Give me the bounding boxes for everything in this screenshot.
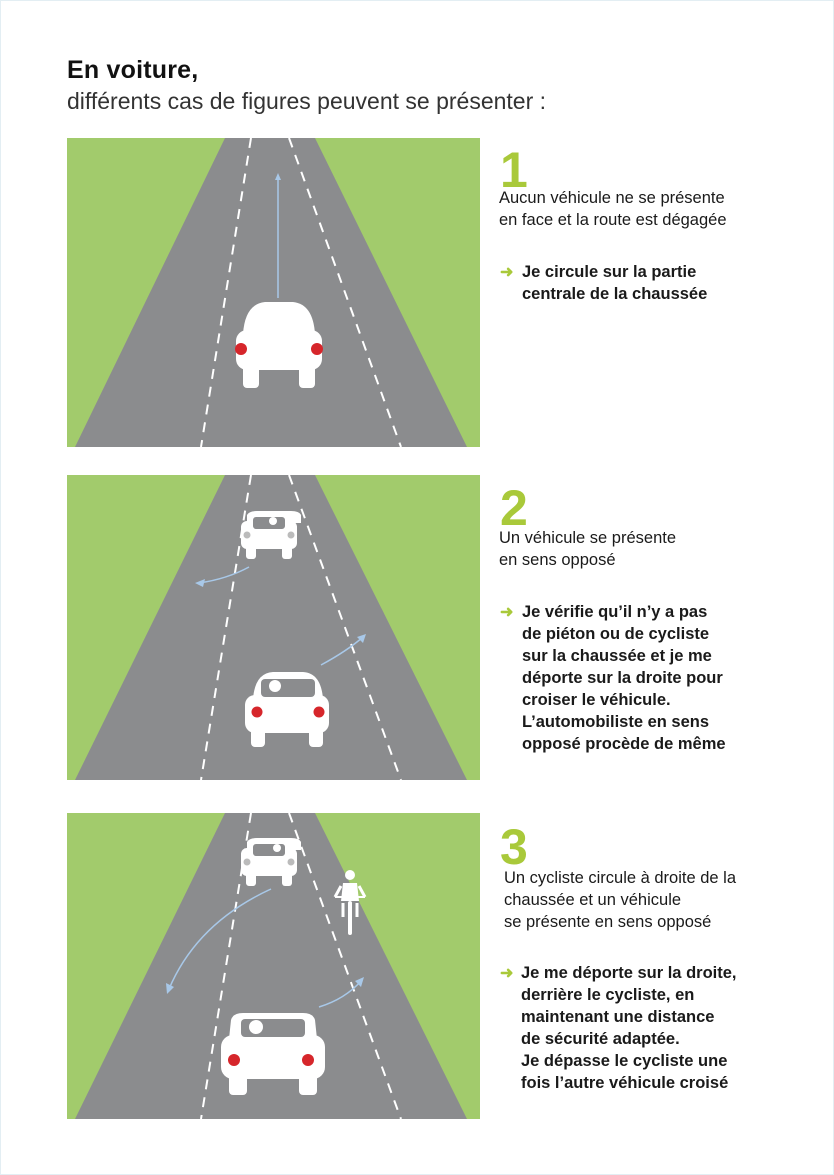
scene-1-illustration	[67, 138, 480, 447]
case-2-action: Je vérifie qu’il n’y a pas de piéton ou de cycliste sur la chaussée et je me déporte sur la droite pour croiser le véhicule. L’automobiliste en sens opposé procède de même	[522, 603, 726, 753]
case-1-number: 1	[500, 142, 528, 198]
case-3-number: 3	[500, 819, 528, 875]
arrow-right-icon: ➜	[500, 264, 514, 281]
page-subtitle: différents cas de figures peuvent se présenter :	[67, 88, 547, 114]
case-1-description: Aucun véhicule ne se présente en face et la route est dégagée	[499, 189, 727, 229]
arrow-right-icon: ➜	[500, 965, 514, 982]
scene-3-illustration	[67, 813, 480, 1119]
arrow-right-icon: ➜	[500, 604, 514, 621]
page-title: En voiture,	[67, 56, 199, 84]
scene-2-illustration	[67, 475, 480, 780]
case-2-description: Un véhicule se présente en sens opposé	[499, 529, 677, 569]
case-3-action: Je me déporte sur la droite, derrière le cycliste, en maintenant une distance de sécurité adaptée. Je dépasse le cycliste une fois l’autre véhicule croisé	[521, 964, 737, 1092]
case-1-action: Je circule sur la partie centrale de la chaussée	[522, 263, 708, 303]
case-2-number: 2	[500, 480, 528, 536]
case-3-description: Un cycliste circule à droite de la chaussée et un véhicule se présente en sens opposé	[504, 869, 737, 931]
